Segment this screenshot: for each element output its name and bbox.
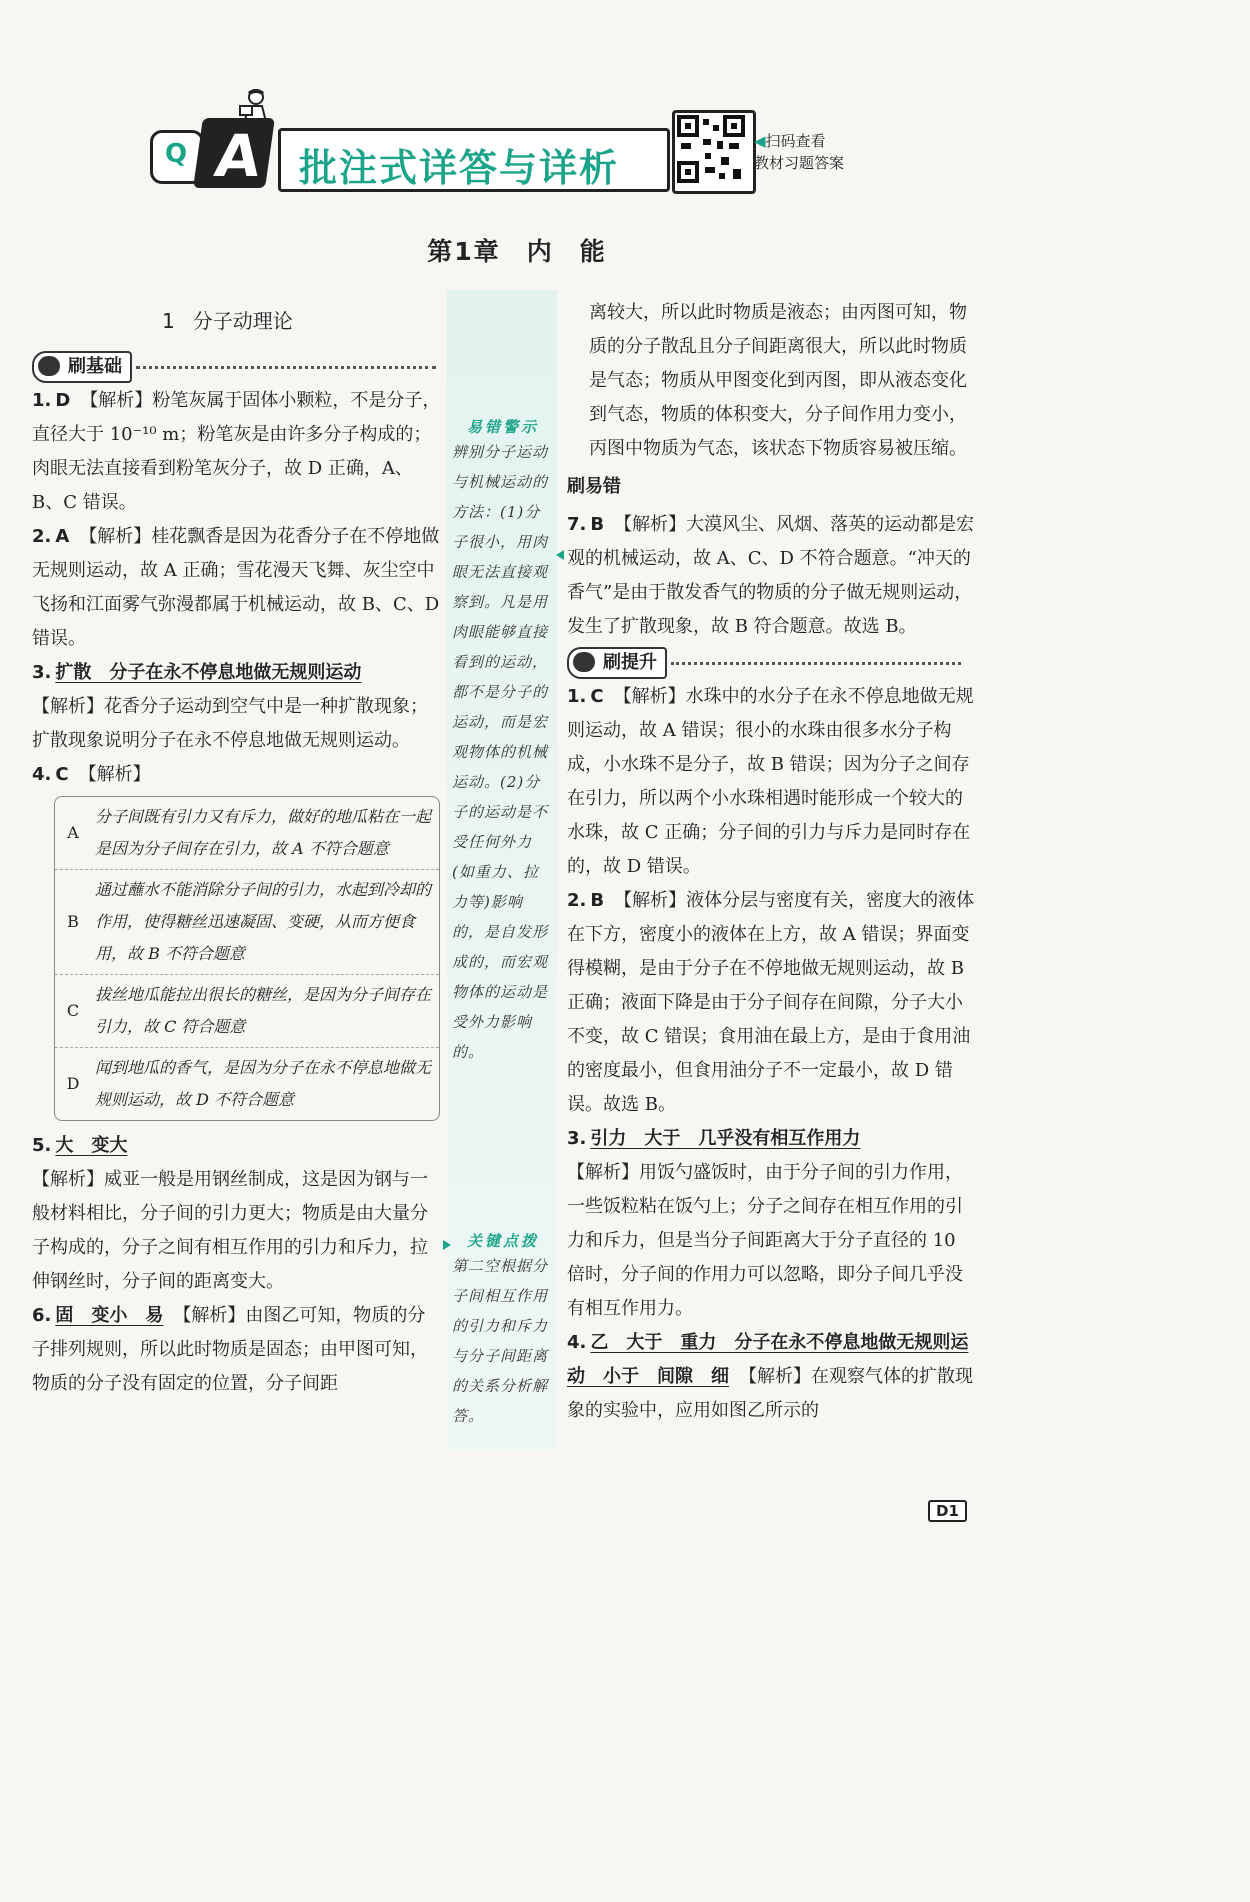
answer: 乙 大于 重力 分子在永不停息地做无规则运动 小于 间隙 细 [567,1332,969,1387]
analysis-label: 【解析】 [613,686,686,707]
question-6 [32,1299,442,1401]
option-letter: B [67,912,79,931]
analysis-text: 花香分子运动到空气中是一种扩散现象；扩散现象说明分子在永不停息地做无规则运动。 [32,696,428,751]
improve-question-3 [567,1122,977,1326]
analysis-label: 【解析】 [79,526,152,547]
analysis-label: 【解析】 [739,1366,811,1387]
answer: B [590,890,605,911]
chapter-label: 第1章 [427,237,501,266]
analysis-label: 【解析】 [614,514,687,535]
question-number: 7. [567,514,587,535]
analysis-text: 在观察气体的扩散现象的实验中，应用如图乙所示的 [567,1366,973,1421]
option-row [55,870,439,975]
analysis-label: 【解析】 [32,696,104,717]
answer: 固 变小 易 [55,1305,164,1326]
analysis-text: 液体分层与密度有关，密度大的液体在下方，密度小的液体在上方，故 A 错误；界面变得模糊，是由于分子在不停地做无规则运动，故 B 正确；液面下降是由于分子间存在间隙，分子大小不变，故 C 错误；食用油在最上方，是由于食用油的密度最小，但食用油分子不一定最小，故 D 错误。故选 B。 [567,890,975,1115]
option-text: 分子间既有引力又有斥力，做好的地瓜粘在一起是因为分子间存在引力，故 A 不符合题意 [95,807,432,858]
question-7 [567,508,977,644]
improve-question-1 [567,680,977,884]
option-letter: D [66,1074,80,1093]
dotted-rule [671,662,961,665]
answer: 扩散 分子在永不停息地做无规则运动 [55,662,362,683]
question-4 [32,758,442,792]
error-tag [567,470,977,504]
banner-title-box [278,128,670,192]
analysis-text: 粉笔灰属于固体小颗粒，不是分子，直径大于 10⁻¹⁰ m；粉笔灰是由许多分子构成的；肉眼无法直接看到粉笔灰分子，故 D 正确，A、B、C 错误。 [32,390,441,513]
section-title [162,305,293,334]
improve-tag-label: 刷提升 [567,647,667,679]
note-pointer-icon [443,1240,451,1250]
page-number: D1 [928,1500,967,1522]
dotted-rule [136,366,436,369]
side-note-text: 辨别分子运动与机械运动的方法：(1)分子很小，用肉眼无法直接观察到。凡是用肉眼能够直接看到的运动，都不是分子的运动，而是宏观物体的机械运动。(2)分子的运动是不受任何外力(如重力、拉力等)影响的，是自发形成的，而宏观物体的运动是受外力影响的。 [452,443,549,1061]
option-table [54,796,440,1121]
analysis-text: 大漠风尘、风烟、落英的运动都是宏观的机械运动，故 A、C、D 不符合题意。“冲天的香气”是由于散发香气的物质的分子做无规则运动，发生了扩散现象，故 B 符合题意。故选 B。 [567,514,975,637]
analysis-label: 【解析】 [78,764,151,785]
question-number: 2. [567,890,587,911]
qr-pattern [675,113,747,185]
side-note-title: 关键点拨 [466,1232,539,1250]
scan-line-2: 教材习题答案 [754,154,845,172]
basic-tag-label: 刷基础 [32,351,132,383]
improve-tag [567,646,961,676]
scan-icon: ◀ [754,132,766,150]
banner-title: 批注式详答与详析 [299,146,620,190]
question-number: 3. [567,1128,587,1149]
answer: A [55,526,70,547]
analysis-label: 【解析】 [173,1305,246,1326]
analysis-label: 【解析】 [80,390,153,411]
section-number: 1 [162,309,175,333]
qr-code-icon[interactable] [672,110,756,194]
qa-header-banner [140,88,880,198]
answer: B [590,514,605,535]
question-number: 5. [32,1135,52,1156]
option-text: 通过蘸水不能消除分子间的引力，水起到冷却的作用，使得糖丝迅速凝固、变硬，从而方便食用，故 B 不符合题意 [95,880,432,963]
side-note-text: 第二空根据分子间相互作用的引力和斥力与分子间距离的关系分析解答。 [452,1257,549,1425]
a-letter: A [210,122,266,190]
analysis-label: 【解析】 [32,1169,104,1190]
side-note-mistake [452,416,554,1067]
option-text: 拔丝地瓜能拉出很长的糖丝，是因为分子间存在引力，故 C 符合题意 [95,985,432,1036]
question-number: 1. [567,686,587,707]
left-column [32,348,442,1401]
question-5 [32,1129,442,1299]
scan-line-1: 扫码查看 [765,132,826,150]
basic-tag [32,350,436,380]
answer: C [55,764,69,785]
question-number: 1. [32,390,52,411]
question-number: 4. [567,1332,587,1353]
answer: 引力 大于 几乎没有相互作用力 [590,1128,861,1149]
question-2 [32,520,442,656]
question-number: 2. [32,526,52,547]
answer: 大 变大 [55,1135,128,1156]
analysis-text: 威亚一般是用钢丝制成，这是因为钢与一般材料相比，分子间的引力更大；物质是由大量分子构成的，分子之间有相互作用的引力和斥力，拉伸钢丝时，分子间的距离变大。 [32,1169,428,1292]
side-note-key-point [452,1230,554,1431]
analysis-label: 【解析】 [567,1162,639,1183]
side-note-title: 易错警示 [466,418,539,436]
right-column [567,296,977,1428]
analysis-text: 由图乙可知，物质的分子排列规则，所以此时物质是固态；由甲图可知，物质的分子没有固定的位置，分子间距 [32,1305,428,1394]
question-1 [32,384,442,520]
note-pointer-icon [556,550,564,560]
a-badge-icon [193,118,275,188]
chapter-name-2: 能 [579,237,607,266]
option-letter: A [67,823,79,842]
analysis-label: 【解析】 [614,890,687,911]
option-row [55,1048,439,1120]
option-row [55,975,439,1048]
improve-question-4 [567,1326,977,1428]
question-number: 3. [32,662,52,683]
scan-hint [754,130,844,174]
question-6-continued: 离较大，所以此时物质是液态；由丙图可知，物质的分子散乱且分子间距离很大，所以此时物质是气态；物质从甲图变化到丙图，即从液态变化到气态，物质的体积变大，分子间作用力变小，丙图中物质为气态，该状态下物质容易被压缩。 [589,302,967,459]
question-number: 6. [32,1305,52,1326]
option-text: 闻到地瓜的香气，是因为分子在永不停息地做无规则运动，故 D 不符合题意 [95,1058,432,1109]
question-number: 4. [32,764,52,785]
analysis-text: 水珠中的水分子在永不停息地做无规则运动，故 A 错误；很小的水珠由很多水分子构成，小水珠不是分子，故 B 错误；因为分子之间存在引力，所以两个小水珠相遇时能形成一个较大的水珠，故 C 正确；分子间的引力与斥力是同时存在的，故 D 错误。 [567,686,974,877]
improve-question-2 [567,884,977,1122]
chapter-title [0,232,1034,268]
option-letter: C [66,1001,80,1020]
answer: D [55,390,71,411]
analysis-text: 用饭勺盛饭时，由于分子间的引力作用，一些饭粒粘在饭勺上；分子之间存在相互作用的引力和斥力，但是当分子间距离大于分子直径的 10 倍时，分子间的作用力可以忽略，即分子间几乎没有相互作用力。 [567,1162,963,1319]
option-row [55,797,439,870]
q-letter: Q [165,139,188,169]
question-3 [32,656,442,758]
error-tag-label: 刷易错 [567,476,621,497]
chapter-name-1: 内 [526,237,554,266]
section-name: 分子动理论 [192,309,293,333]
answer: C [590,686,604,707]
analysis-text: 桂花飘香是因为花香分子在不停地做无规则运动，故 A 正确；雪花漫天飞舞、灰尘空中飞扬和江面雾气弥漫都属于机械运动，故 B、C、D 错误。 [32,526,440,649]
